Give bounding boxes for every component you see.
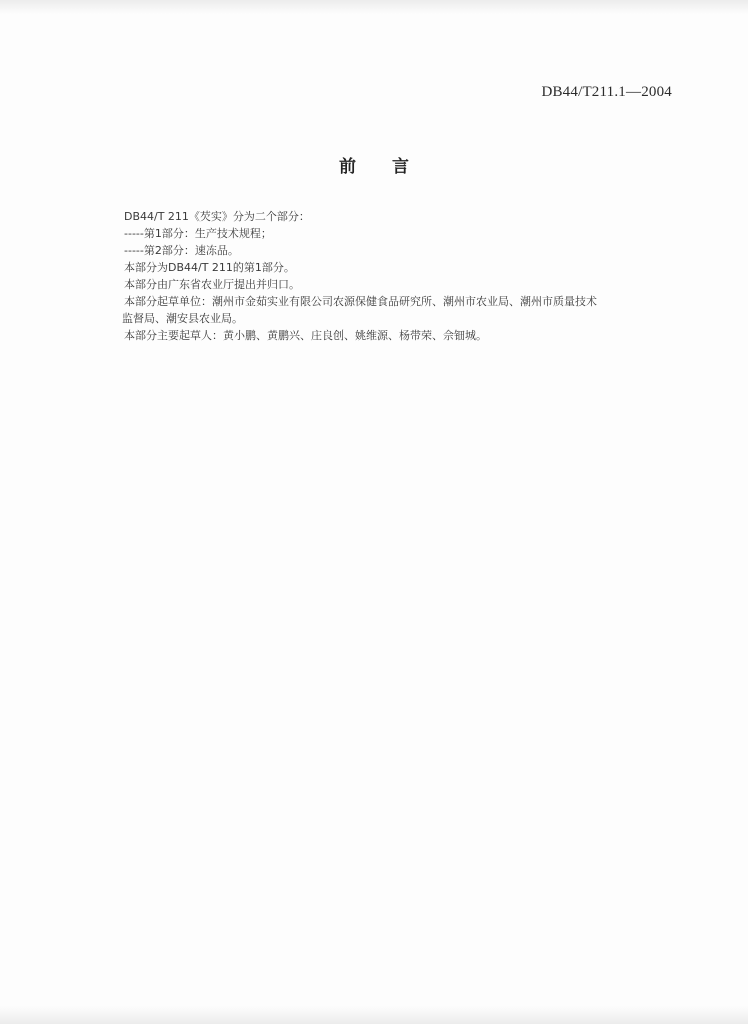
- foreword-line-drafting-units-cont: 监督局、潮安县农业局。: [122, 312, 243, 325]
- scan-shadow-top: [0, 0, 748, 14]
- foreword-line-drafters: 本部分主要起草人：黄小鹏、黄鹏兴、庄良创、姚维源、杨带荣、佘钿城。: [124, 329, 487, 342]
- foreword-line-drafting-units: 本部分起草单位：潮州市金茹实业有限公司农源保健食品研究所、潮州市农业局、潮州市质量技术: [124, 295, 597, 308]
- foreword-line-proposed-by: 本部分由广东省农业厅提出并归口。: [124, 278, 300, 291]
- foreword-line-parts-intro: DB44/T 211《芡实》分为二个部分：: [124, 210, 310, 223]
- standard-code: DB44/T211.1—2004: [541, 84, 672, 100]
- foreword-line-part2: -----第2部分：速冻品。: [124, 244, 239, 257]
- foreword-line-part1: -----第1部分：生产技术规程；: [124, 227, 272, 240]
- foreword-body: [124, 208, 684, 344]
- scan-shadow-bottom: [0, 1006, 748, 1024]
- page-title: 前言: [339, 157, 445, 177]
- foreword-line-this-part: 本部分为DB44/T 211的第1部分。: [124, 261, 295, 274]
